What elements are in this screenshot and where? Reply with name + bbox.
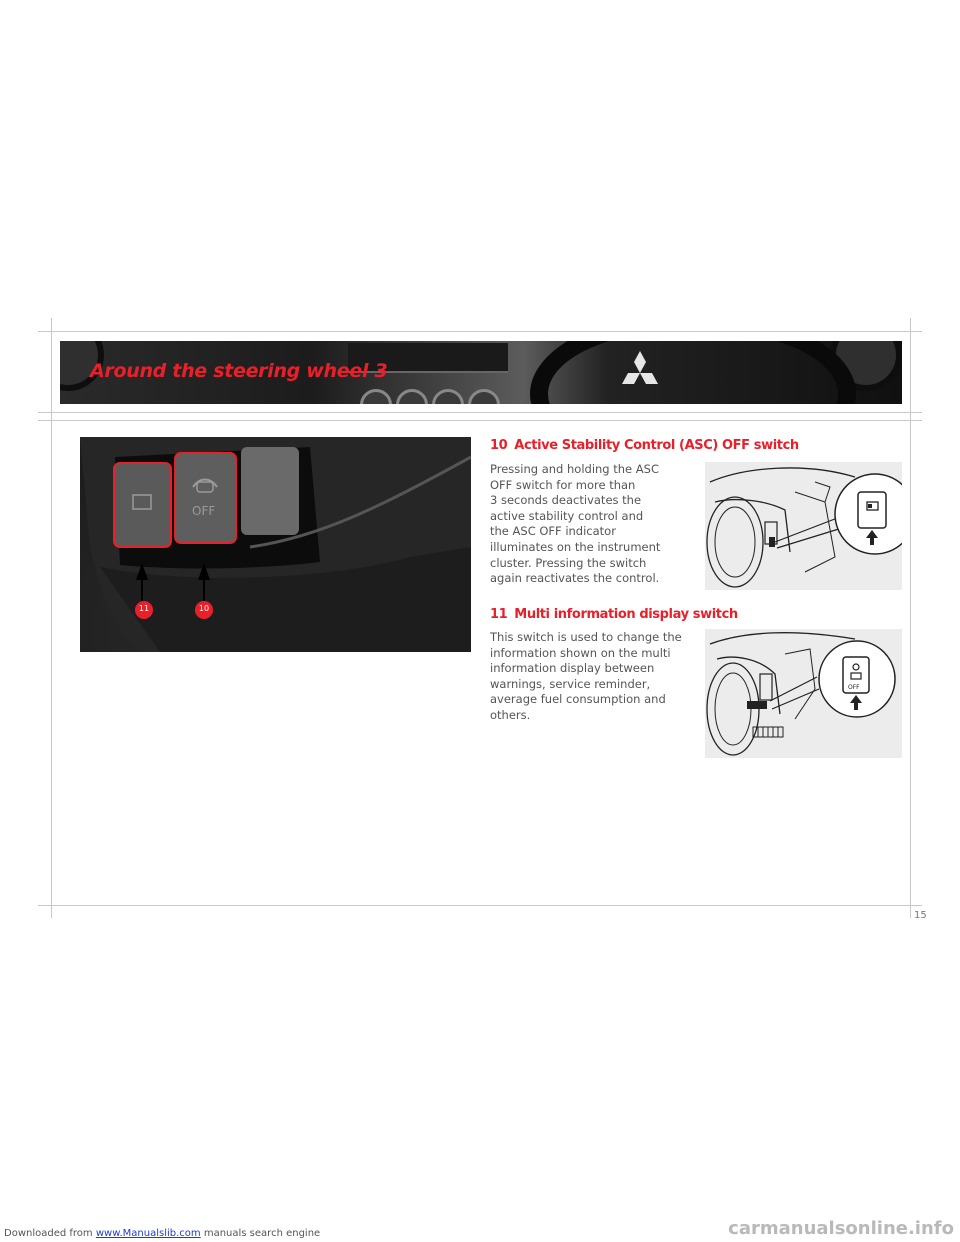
page-number: 15 (914, 910, 927, 921)
download-footer (4, 1228, 320, 1239)
frame-rule-left (51, 318, 52, 918)
body-line: active stability control and (490, 508, 644, 523)
body-line: This switch is used to change the (490, 630, 682, 644)
section-body-asc-off (490, 462, 660, 587)
svg-text:OFF: OFF (848, 684, 860, 691)
section-heading-asc-off (490, 438, 799, 453)
steering-wheel-rim (530, 341, 856, 404)
frame-rule-mid-2 (38, 420, 922, 421)
switch-panel-drawing (80, 437, 471, 652)
body-line: average fuel consumption and (490, 692, 666, 707)
dial-knob (360, 389, 392, 404)
body-line: Pressing and holding the ASC (490, 462, 659, 476)
body-line: information shown on the multi (490, 645, 671, 660)
mitsubishi-logo-icon (615, 349, 665, 393)
body-line: warnings, service reminder, (490, 676, 651, 691)
section-heading-multi-info (490, 607, 738, 622)
body-line: 3 seconds deactivates the (490, 493, 642, 508)
body-line: information display between (490, 661, 655, 676)
body-line: OFF switch for more than (490, 477, 636, 492)
frame-rule-top (38, 331, 922, 332)
watermark: carmanualsonline.info (728, 1218, 954, 1239)
dial-knob (432, 389, 464, 404)
body-line: cluster. Pressing the switch (490, 555, 647, 570)
body-line: again reactivates the control. (490, 571, 660, 586)
callout-label-11: 11 (138, 604, 150, 613)
section-title: Multi information display switch (514, 607, 738, 622)
footer-suffix: manuals search engine (203, 1228, 321, 1239)
section-number: 10 (490, 438, 508, 453)
section-number: 11 (490, 607, 508, 622)
multi-info-switch-illustration (705, 629, 902, 758)
switch-panel-photo (80, 437, 471, 652)
asc-switch-illustration (705, 462, 902, 590)
svg-text:OFF: OFF (192, 504, 216, 518)
manualslib-link[interactable]: www.Manualslib.com (95, 1228, 201, 1239)
header-banner (60, 341, 902, 404)
callout-label-10: 10 (198, 604, 210, 613)
body-line: the ASC OFF indicator (490, 524, 616, 539)
section-body-multi-info (490, 630, 682, 724)
frame-rule-mid-1 (38, 412, 922, 413)
body-line: others. (490, 707, 531, 722)
frame-rule-right (910, 318, 911, 918)
footer-prefix: Downloaded from (4, 1228, 93, 1239)
section-title: Active Stability Control (ASC) OFF switch (514, 438, 799, 453)
frame-rule-bottom (38, 905, 922, 906)
body-line: illuminates on the instrument (490, 539, 661, 554)
page-title: Around the steering wheel 3 (90, 360, 388, 382)
dial-knob (396, 389, 428, 404)
dial-knob (468, 389, 500, 404)
